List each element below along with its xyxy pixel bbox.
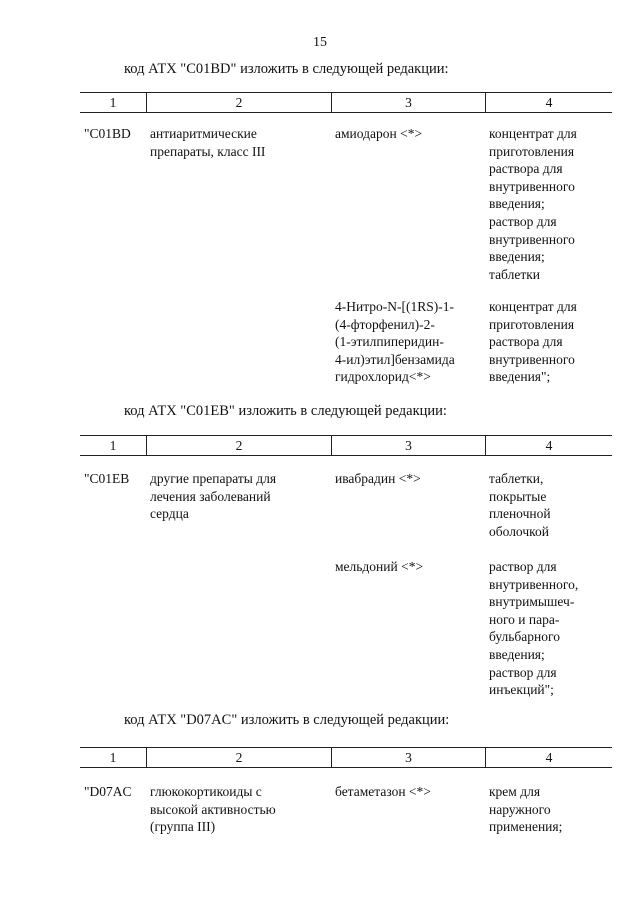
text-line: ного и пара- <box>489 611 560 627</box>
dosage-form <box>489 125 577 283</box>
column-header-row <box>80 747 612 768</box>
column-header-3: 3 <box>331 436 485 455</box>
text-line: бульбарного <box>489 629 560 645</box>
text-line: таблетки, <box>489 471 544 486</box>
text-line: пленочной <box>489 506 551 522</box>
text-line: бетаметазон <*> <box>335 784 431 799</box>
text-line: препараты, класс III <box>150 143 266 159</box>
text-line: амиодарон <*> <box>335 126 423 141</box>
text-line: глюкокортикоиды с <box>150 784 262 799</box>
text-line: внутримышеч- <box>489 594 575 610</box>
text-line: концентрат для <box>489 299 577 314</box>
text-line: таблетки <box>489 266 541 282</box>
text-line: ивабрадин <*> <box>335 471 421 486</box>
atc-code: "D07AC <box>84 784 132 799</box>
section-heading: код АТХ "D07AC" изложить в следующей редакции: <box>124 712 450 728</box>
text-line: раствор для <box>489 559 557 574</box>
group-name <box>150 125 265 160</box>
substance-name <box>335 125 422 143</box>
text-line: внутривенного, <box>489 576 579 592</box>
column-header-1: 1 <box>109 750 117 765</box>
text-line: раствора для <box>489 334 563 350</box>
text-line: высокой активностью <box>150 801 276 817</box>
text-line: приготовления <box>489 143 575 159</box>
group-name <box>150 470 276 523</box>
column-header-3: 3 <box>331 748 485 767</box>
text-line: введения; <box>489 646 545 662</box>
column-header-1: 1 <box>109 95 117 110</box>
dosage-form <box>489 558 578 699</box>
text-line: наружного <box>489 801 551 817</box>
page-number: 15 <box>313 35 327 50</box>
atc-code: "C01BD <box>84 126 131 141</box>
section-heading: код АТХ "C01BD" изложить в следующей редакции: <box>124 61 449 77</box>
text-line: гидрохлорид<*> <box>335 369 431 385</box>
substance-name <box>335 783 431 801</box>
text-line: применения; <box>489 819 563 835</box>
column-header-2: 2 <box>146 93 331 112</box>
text-line: (4-фторфенил)-2- <box>335 316 435 332</box>
dosage-form <box>489 470 551 540</box>
section-heading: код АТХ "C01EB" изложить в следующей редакции: <box>124 403 447 419</box>
text-line: раствора для <box>489 161 563 177</box>
column-header-row <box>80 435 612 456</box>
substance-name <box>335 558 423 576</box>
column-header-4: 4 <box>485 748 612 767</box>
text-line: лечения заболеваний <box>150 488 271 504</box>
text-line: введения; <box>489 196 545 212</box>
text-line: оболочкой <box>489 523 549 539</box>
text-line: покрытые <box>489 488 547 504</box>
text-line: инъекций"; <box>489 682 554 698</box>
text-line: 4-Нитро-N-[(1RS)-1- <box>335 299 455 314</box>
column-header-4: 4 <box>485 93 612 112</box>
text-line: введения"; <box>489 369 551 385</box>
text-line: мельдоний <*> <box>335 559 424 574</box>
text-line: введения; <box>489 249 545 265</box>
column-header-2: 2 <box>146 748 331 767</box>
text-line: внутривенного <box>489 231 575 247</box>
atc-code: "C01EB <box>84 471 130 486</box>
substance-name <box>335 470 421 488</box>
column-header-3: 3 <box>331 93 485 112</box>
text-line: (1-этилпиперидин- <box>335 334 444 350</box>
dosage-form <box>489 298 577 386</box>
text-line: антиаритмические <box>150 126 257 141</box>
text-line: (группа III) <box>150 819 216 835</box>
dosage-form <box>489 783 562 836</box>
text-line: другие препараты для <box>150 471 277 486</box>
text-line: крем для <box>489 784 541 799</box>
text-line: раствор для <box>489 664 557 680</box>
text-line: внутривенного <box>489 178 575 194</box>
text-line: концентрат для <box>489 126 577 141</box>
column-header-4: 4 <box>485 436 612 455</box>
column-header-1: 1 <box>109 438 117 453</box>
column-header-row <box>80 92 612 113</box>
text-line: внутривенного <box>489 351 575 367</box>
text-line: сердца <box>150 506 189 522</box>
text-line: раствор для <box>489 213 557 229</box>
text-line: приготовления <box>489 316 575 332</box>
column-header-2: 2 <box>146 436 331 455</box>
substance-name <box>335 298 455 386</box>
group-name <box>150 783 276 836</box>
text-line: 4-ил)этил]бензамида <box>335 351 455 367</box>
